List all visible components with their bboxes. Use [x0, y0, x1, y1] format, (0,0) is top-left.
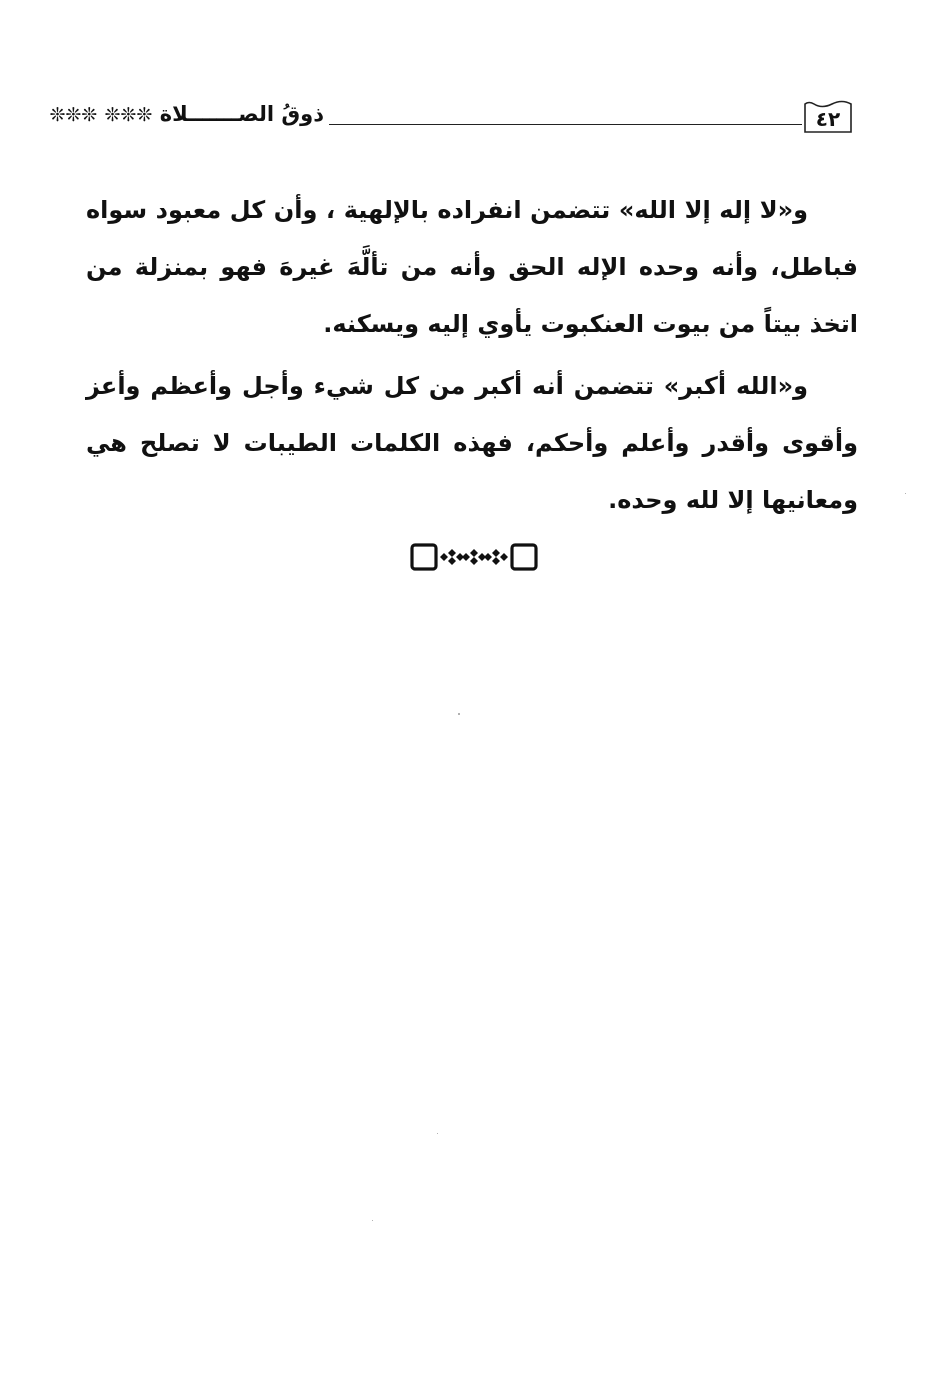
page-number-tab	[802, 98, 854, 136]
main-text	[86, 182, 858, 529]
scan-speck	[437, 1133, 438, 1134]
running-title-group	[49, 102, 324, 126]
paragraph: و«لا إله إلا الله» تتضمن انفراده بالإلهية ، وأن كل معبود سواه فباطل، وأنه وحده الإله الحق وأنه من تألَّهَ غيرهَ فهو بمنزلة من اتخذ بيتاً من بيوت العنكبوت يأوي إليه ويسكنه.	[86, 196, 858, 338]
section-end-ornament-icon	[408, 540, 540, 574]
paragraph: و«الله أكبر» تتضمن أنه أكبر من كل شيء وأجل وأعظم وأعز وأقوى وأقدر وأعلم وأحكم، فهذه الكلمات الطيبات لا تصلح هي ومعانيها إلا لله وحده.	[86, 372, 858, 514]
scan-speck	[458, 713, 460, 715]
scan-speck	[372, 1220, 373, 1221]
page-number: ٤٢	[815, 107, 841, 131]
scan-speck	[905, 493, 906, 494]
page-header	[49, 96, 854, 146]
running-title: ذوقُ الصـــــــلاة	[159, 102, 324, 126]
header-rule	[329, 124, 802, 125]
header-stars-right: ❊❊❊	[104, 104, 153, 126]
section-end-ornament	[408, 540, 540, 574]
header-stars-left: ❊❊❊	[49, 104, 98, 126]
